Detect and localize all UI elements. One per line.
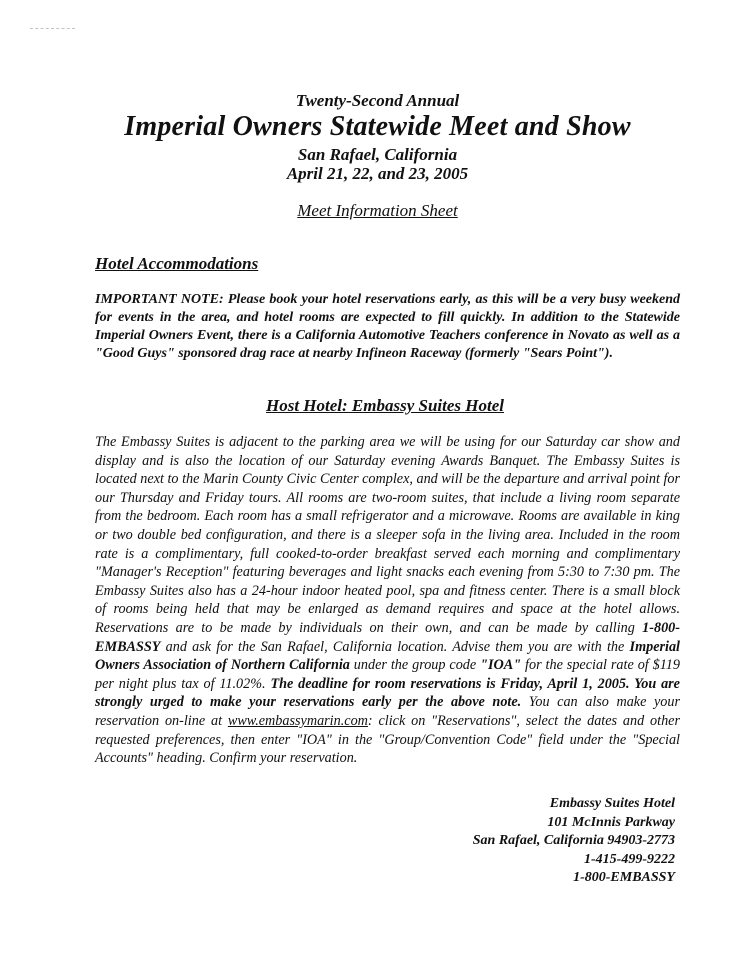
group-code: "IOA" <box>480 657 522 674</box>
paragraph-text: : click on "Reservations", select the dates and other requested preferences, then enter "IOA" in the "Group/Convention Code" field under the "Special Accounts" heading. Confirm your reservation. <box>95 712 680 767</box>
paragraph-text: The Embassy Suites is adjacent to the parking area we will be using for our Saturday car show and display and is also the location of our Saturday evening Awards Banquet. The Embassy Suites is located next to the Marin County Civic Center complex, and will be the departure and arrival point for our Thursday and Friday tours. All rooms are two-room suites, that include a living room separate from the bedroom. Each room has a small refrigerator and a microwave. Rooms are available in king or two double bed configuration, and there is a sleeper sofa in the living area. Included in the room rate is a complimentary, full cooked-to-order breakfast served each morning and complimentary "Manager's Reception" featuring beverages and light snacks each evening from 5:30 to 7:30 pm. The Embassy Suites also has a 24-hour indoor heated pool, spa and fitness center. There is a small block of rooms being held that may be enlarged as demand requires and space at the hotel allows. Reservations are to be made by individuals on their own, and can be made by calling <box>95 434 681 636</box>
hotel-accommodations-heading: Hotel Accommodations <box>95 254 259 273</box>
paragraph-text: You can also make your reservation on-line at <box>95 694 680 729</box>
event-dates: April 21, 22, and 23, 2005 <box>286 164 469 183</box>
address-phone: 1-415-499-9222 <box>584 851 675 867</box>
event-title: Imperial Owners Statewide Meet and Show <box>124 111 631 142</box>
reservation-phone: 1-800-EMBASSY <box>95 619 680 655</box>
scan-artifact <box>30 28 75 33</box>
address-hotel-name: Embassy Suites Hotel <box>549 796 675 811</box>
paragraph-text: for the special rate of $119 per night plus tax of 11.02%. <box>95 657 680 692</box>
address-tollfree: 1-800-EMBASSY <box>573 870 675 886</box>
event-subtitle: Twenty-Second Annual <box>295 91 460 110</box>
important-note: IMPORTANT NOTE: Please book your hotel reservations early, as this will be a very busy weekend for events in the area, and hotel rooms are expected to fill quickly. In addition to the Statewide Imperial Owners Event, there is a California Automotive Teachers conference in Novato as well as a "Good Guys" sponsored drag race at nearby Infineon Raceway (formerly "Sears Point"). <box>95 292 680 361</box>
host-hotel-paragraph <box>95 433 680 768</box>
address-street: 101 McInnis Parkway <box>547 814 675 830</box>
association-name: Imperial Owners Association of Northern California <box>95 638 680 674</box>
paragraph-text: under the group code <box>349 657 481 674</box>
event-location: San Rafael, California <box>297 145 458 164</box>
sheet-title: Meet Information Sheet <box>297 201 458 220</box>
paragraph-text: and ask for the San Rafael, California location. Advise them you are with the <box>160 638 630 655</box>
deadline-note: The deadline for room reservations is Friday, April 1, 2005. You are strongly urged to make your reservations early per the above note. <box>95 675 680 711</box>
host-hotel-heading: Host Hotel: Embassy Suites Hotel <box>265 396 504 415</box>
address-city: San Rafael, California 94903-2773 <box>472 833 675 849</box>
hotel-website-link[interactable]: www.embassymarin.com <box>227 712 368 729</box>
hotel-address-block <box>473 795 675 888</box>
